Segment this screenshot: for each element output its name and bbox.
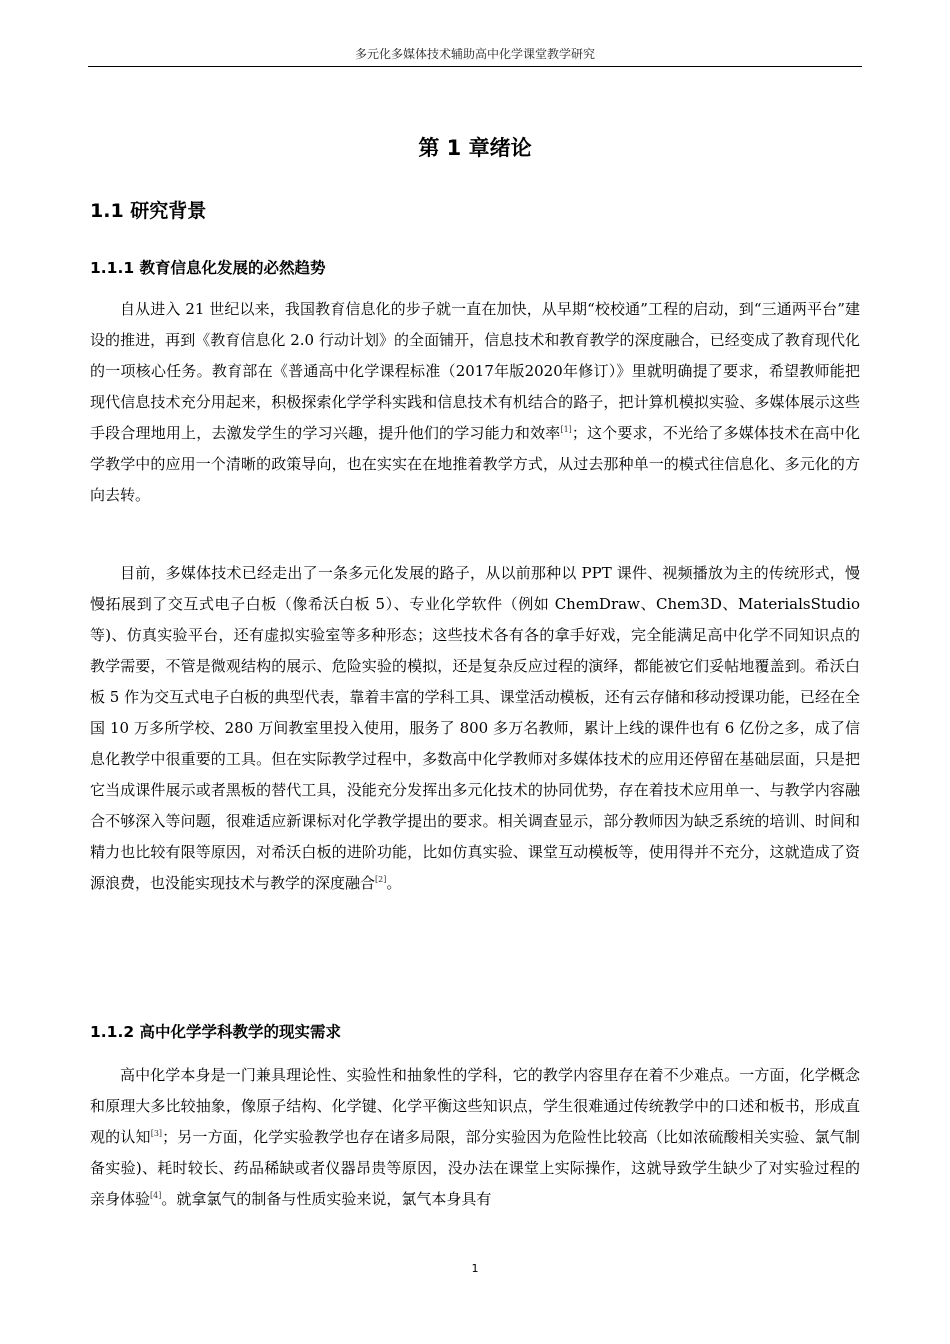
citation-1[interactable]: [1] [560,425,572,434]
subsection-title-2: 1.1.2 高中化学学科教学的现实需求 [90,1023,342,1041]
page-number: 1 [471,1262,479,1275]
citation-3[interactable]: [3] [150,1129,163,1138]
paragraph-3-text-b: ；另一方面，化学实验教学也存在诸多局限，部分实验因为危险性比较高（比如浓硫酸相关实验、氯气制备实验)、耗时较长、药品稀缺或者仪器昂贵等原因，没办法在课堂上实际操作，这就导致学生缺少了对实验过程的亲身体验 [90,1128,860,1208]
citation-4[interactable]: [4] [150,1191,162,1200]
subsection-title-1: 1.1.1 教育信息化发展的必然趋势 [90,259,326,277]
running-header [88,44,862,67]
paragraph-2 [90,558,860,899]
chapter-title: 第 1 章绪论 [418,136,532,160]
paragraph-3 [90,1060,860,1215]
paragraph-1 [90,294,860,511]
running-header-title: 多元化多媒体技术辅助高中化学课堂教学研究 [354,47,595,61]
paragraph-1-text-b: ；这个要求，不光给了多媒体技术在高中化学教学中的应用一个清晰的政策导向，也在实实在在地推着教学方式，从过去那种单一的模式往信息化、多元化的方向去转。 [90,424,860,504]
citation-2[interactable]: [2] [375,875,387,884]
paragraph-1-text-a: 自从进入 21 世纪以来，我国教育信息化的步子就一直在加快，从早期“校校通”工程的启动，到“三通两平台”建设的推进，再到《教育信息化 2.0 行动计划》的全面铺开，信息技术和教育教学的深度融合，已经变成了教育现代化的一项核心任务。教育部在《普通高中化学课程标准（2017年版2020年修订）》里就明确提了要求，希望教师能把现代信息技术充分用起来，积极探索化学学科实践和信息技术有机结合的路子，把计算机模拟实验、多媒体展示这些手段合理地用上，去激发学生的学习兴趣，提升他们的学习能力和效率 [90,300,860,442]
paragraph-2-text-b: 。 [386,874,402,892]
paragraph-3-text-a: 高中化学本身是一门兼具理论性、实验性和抽象性的学科，它的教学内容里存在着不少难点。一方面，化学概念和原理大多比较抽象，像原子结构、化学键、化学平衡这些知识点，学生很难通过传统教学中的口述和板书，形成直观的认知 [90,1066,860,1146]
paragraph-2-text-a: 目前，多媒体技术已经走出了一条多元化发展的路子，从以前那种以 PPT 课件、视频播放为主的传统形式，慢慢拓展到了交互式电子白板（像希沃白板 5）、专业化学软件（例如 ChemDraw、Chem3D、MaterialsStudio 等)、仿真实验平台，还有虚拟实验室等多种形态；这些技术各有各的拿手好戏，完全能满足高中化学不同知识点的教学需要，不管是微观结构的展示、危险实验的模拟，还是复杂反应过程的演绎，都能被它们妥帖地覆盖到。希沃白板 5 作为交互式电子白板的典型代表，靠着丰富的学科工具、课堂活动模板，还有云存储和移动授课功能，已经在全国 10 万多所学校、280 万间教室里投入使用，服务了 800 多万名教师，累计上线的课件也有 6 亿份之多，成了信息化教学中很重要的工具。但在实际教学过程中，多数高中化学教师对多媒体技术的应用还停留在基础层面，只是把它当成课件展示或者黑板的替代工具，没能充分发挥出多元化技术的协同优势，存在着技术应用单一、与教学内容融合不够深入等问题，很难适应新课标对化学教学提出的要求。相关调查显示，部分教师因为缺乏系统的培训、时间和精力也比较有限等原因，对希沃白板的进阶功能，比如仿真实验、课堂互动模板等，使用得并不充分，这就造成了资源浪费，也没能实现技术与教学的深度融合 [90,564,860,892]
paragraph-3-text-c: 。就拿氯气的制备与性质实验来说，氯气本身具有 [161,1190,492,1208]
section-title: 1.1 研究背景 [90,200,207,222]
